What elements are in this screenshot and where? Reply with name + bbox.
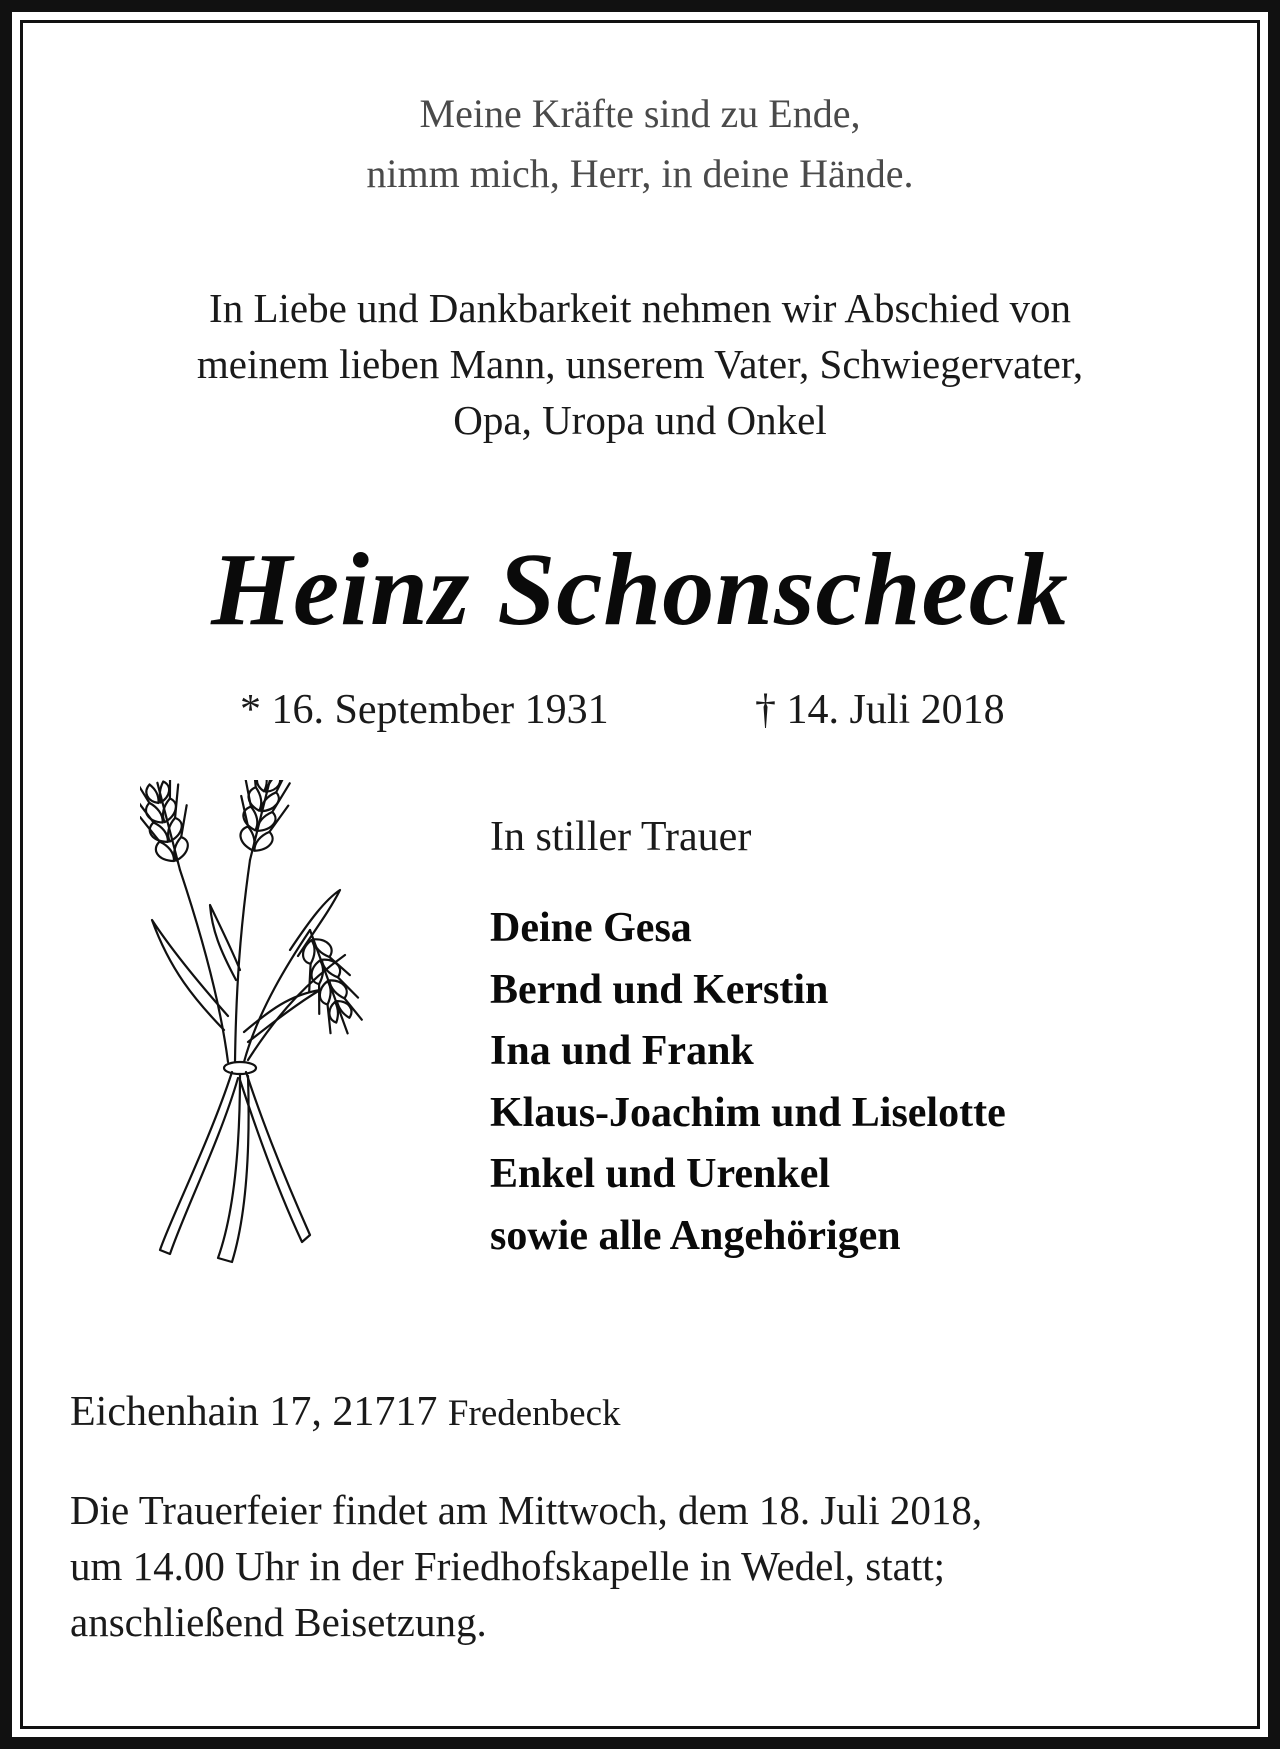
- service-line: anschließend Beisetzung.: [70, 1599, 487, 1645]
- verse-line: Meine Kräfte sind zu Ende,: [419, 91, 861, 136]
- mourner-line: Ina und Frank: [490, 1028, 754, 1074]
- verse-line: nimm mich, Herr, in deine Hände.: [366, 151, 914, 196]
- mourners-list: [490, 898, 1006, 1267]
- service-line: um 14.00 Uhr in der Friedhofskapelle in Wedel, statt;: [70, 1543, 945, 1589]
- deceased-name: Heinz Schonscheck: [211, 532, 1069, 647]
- wheat-sheaf-icon: [140, 780, 370, 1270]
- address: [70, 1384, 621, 1442]
- intro-line: In Liebe und Dankbarkeit nehmen wir Abschied von: [209, 285, 1071, 331]
- mourning-heading: In stiller Trauer: [490, 814, 752, 860]
- intro-line: Opa, Uropa und Onkel: [453, 397, 827, 443]
- service-info: [70, 1482, 982, 1650]
- mourner-line: Klaus-Joachim und Liselotte: [490, 1089, 1006, 1136]
- address-city: Fredenbeck: [447, 1393, 621, 1434]
- mourner-line: Bernd und Kerstin: [490, 966, 829, 1013]
- mourner-line: sowie alle Angehörigen: [490, 1212, 901, 1259]
- birth-date: * 16. September 1931: [240, 687, 609, 733]
- mourner-line: Deine Gesa: [490, 905, 692, 951]
- service-line: Die Trauerfeier findet am Mittwoch, dem 18. Juli 2018,: [70, 1487, 983, 1533]
- mourner-line: Enkel und Urenkel: [490, 1151, 830, 1197]
- intro-line: meinem lieben Mann, unserem Vater, Schwiegervater,: [196, 341, 1084, 387]
- death-date: † 14. Juli 2018: [755, 687, 1005, 733]
- intro-text: [0, 280, 1280, 448]
- verse: [0, 84, 1280, 204]
- address-street: Eichenhain 17, 21717: [70, 1389, 438, 1435]
